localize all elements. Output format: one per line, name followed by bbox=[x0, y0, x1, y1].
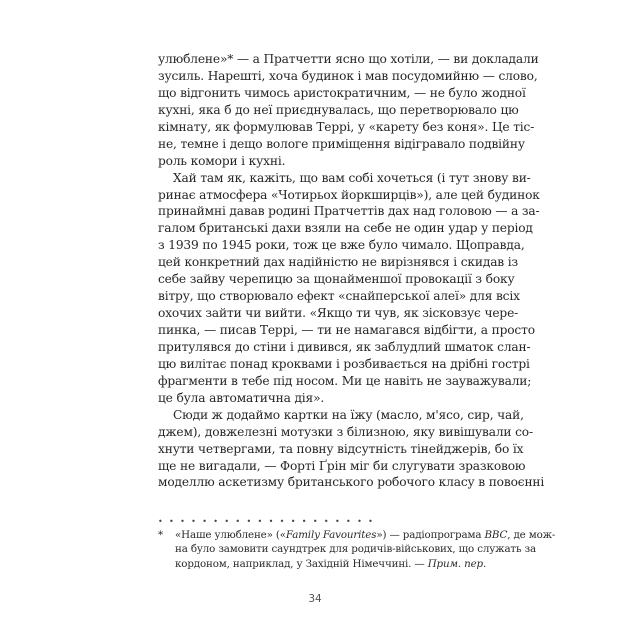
text-line: хнути четвергами, та повну відсутність тінейджерів, бо їх bbox=[158, 441, 524, 456]
text-line: кухні, яка б до неї приєднувалась, що перетворювало цю bbox=[158, 102, 519, 117]
text-line: Сюди ж додаймо картки на їжу (масло, м'ясо, сир, чай, bbox=[173, 407, 524, 422]
footnote-separator: • • • • • • • • • • • • • • • • • • • • bbox=[158, 517, 375, 526]
text-line: це була автоматична дія». bbox=[158, 390, 325, 405]
text-line: ще не вигадали, — Форті Ґрін міг би слугувати зразковою bbox=[158, 458, 526, 473]
footnote-text bbox=[175, 528, 556, 571]
text-line: не, темне і дещо вологе приміщення відігравало подвійну bbox=[158, 136, 525, 151]
footnote-line: «Наше улюблене» («Family Favourites») — радіопрограма BBC, де мож- bbox=[175, 529, 556, 541]
text-line: фрагменти в тебе під носом. Ми це навіть не зауважували; bbox=[158, 373, 532, 388]
text-line: притулявся до стіни і дивився, як заблудлий шматок слан- bbox=[158, 339, 531, 354]
page-number: 34 bbox=[308, 593, 322, 605]
text-line: кімнату, як формулював Террі, у «карету без коня». Це тіс- bbox=[158, 119, 535, 134]
footnote-line: кордоном, наприклад, у Західній Німеччині. — Прим. пер. bbox=[175, 557, 487, 570]
footnote-line: на було замовити саундтрек для родичів-військових, що служать за bbox=[175, 543, 537, 556]
text-line: улюблене»* — а Пратчетти ясно що хотіли, — ви докладали bbox=[158, 52, 539, 66]
paragraph bbox=[158, 51, 539, 170]
text-line: принаймні давав родині Пратчеттів дах над головою — а за- bbox=[158, 204, 540, 219]
text-line: цю вилітає понад кроквами і розбивається на дрібні гострі bbox=[158, 356, 530, 371]
text-line: цей конкретний дах надійністю не вирізнявся і скидав із bbox=[158, 255, 518, 270]
text-line: себе зайву черепицю за щонайменшої провокації з боку bbox=[158, 272, 515, 287]
text-line: Хай там як, кажіть, що вам собі хочеться (і тут знову ви- bbox=[173, 170, 531, 185]
text-line: охочих зайти чи вийти. «Якщо ти чув, як зісковзує чере- bbox=[158, 306, 519, 321]
text-line: вітру, що створювало ефект «снайперської алеї» для всіх bbox=[158, 289, 520, 304]
body-text bbox=[158, 51, 545, 491]
text-line: ринає атмосфера «Чотирьох йоркширців»), але цей будинок bbox=[158, 187, 540, 202]
text-line: зусиль. Нарешті, хоча будинок і мав посудомийню — слово, bbox=[158, 68, 538, 83]
text-line: що відгонить чимось аристократичним, — не було жодної bbox=[158, 85, 526, 100]
text-line: роль комори і кухні. bbox=[158, 153, 286, 168]
paragraph bbox=[158, 170, 540, 407]
paragraph bbox=[158, 407, 545, 492]
text-line: галом британські дахи взяли на себе не один удар у період bbox=[158, 221, 533, 236]
text-line: моделлю аскетизму британського робочого класу в повоєнні bbox=[158, 475, 545, 490]
footnote-mark: * bbox=[158, 529, 163, 541]
text-line: пинка, — писав Террі, — ти не намагався відбігти, а просто bbox=[158, 323, 535, 337]
footnote bbox=[158, 528, 556, 571]
text-line: джем), довжелезні мотузки з білизною, яку вивішували со- bbox=[158, 424, 533, 439]
text-line: з 1939 по 1945 роки, тож це вже було чимало. Щоправда, bbox=[158, 238, 525, 253]
